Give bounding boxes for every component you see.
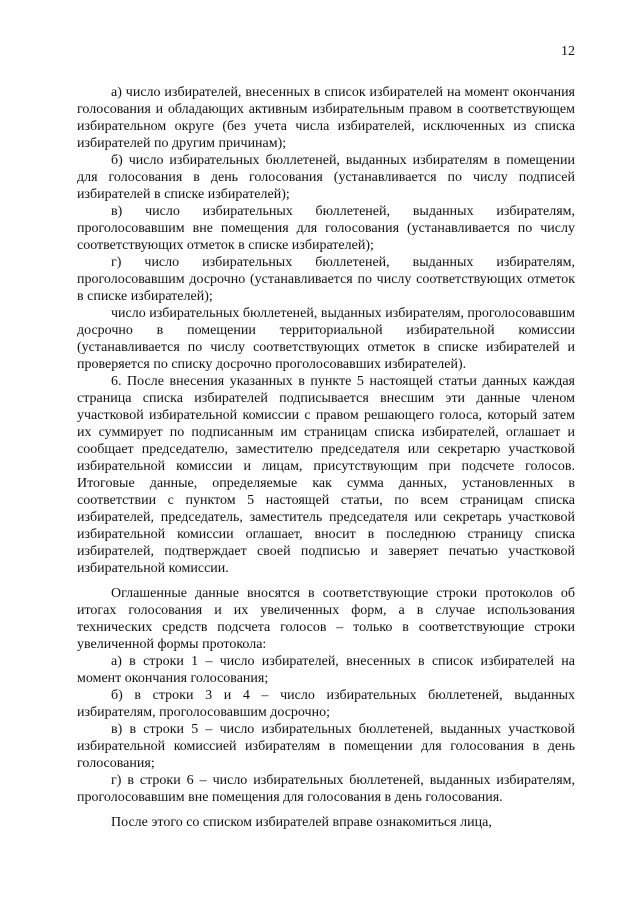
paragraph-lines-3-4: б) в строки 3 и 4 – число избирательных бюллетеней, выданных избирателям, проголосовавшим досрочно; xyxy=(77,688,575,720)
paragraph-line-6: г) в строки 6 – число избирательных бюллетеней, выданных избирателям, проголосовавшим вне помещения для голосования в день голосования. xyxy=(77,773,575,805)
page-number: 12 xyxy=(561,44,575,59)
document-body xyxy=(77,84,575,831)
paragraph-item-a-voters-count: а) число избирателей, внесенных в список избирателей на момент окончания голосования и обладающих активным избирательным правом в соответствующем избирательном округе (без учета числа избирателей, исключенных из списка избирателей по другим причинам); xyxy=(77,85,575,151)
paragraph-line-5: в) в строки 5 – число избирательных бюллетеней, выданных участковой избирательной комиссией избирателям в помещении для голосования в день голосования; xyxy=(77,722,575,771)
paragraph-section-6: 6. После внесения указанных в пункте 5 настоящей статьи данных каждая страница списка избирателей подписывается внесшим эти данные членом участковой избирательной комиссии с правом решающего голоса, который затем их суммирует по подписанным им страницам списка избирателей, оглашает и сообщает председателю, заместителю председателя или секретарю участковой избирательной комиссии и лицам, присутствующим при подсчете голосов. Итоговые данные, определяемые как сумма данных, установленных в соответствии с пунктом 5 настоящей статьи, по всем страницам списка избирателей, председатель, заместитель председателя или секретарь участковой избирательной комиссии оглашает, вносит в последнюю страницу списка избирателей, подтверждает своей подписью и заверяет печатью участковой избирательной комиссии. xyxy=(77,374,575,576)
paragraph-item-v-ballots-outside-premises: в) число избирательных бюллетеней, выданных избирателям, проголосовавшим вне помещения для голосования (устанавливается по числу соответствующих отметок в списке избирателей); xyxy=(77,204,575,253)
paragraph-item-g-ballots-early-voting: г) число избирательных бюллетеней, выданных избирателям, проголосовавшим досрочно (устанавливается по числу соответствующих отметок в списке избирателей); xyxy=(77,255,575,304)
paragraph-ballots-early-territorial: число избирательных бюллетеней, выданных избирателям, проголосовавшим досрочно в помещении территориальной избирательной комиссии (устанавливается по числу соответствующих отметок в списке избирателей и проверяется по списку досрочно проголосовавших избирателей). xyxy=(77,306,575,372)
paragraph-after-this: После этого со списком избирателей вправе ознакомиться лица, xyxy=(111,815,492,830)
paragraph-item-b-ballots-in-premises: б) число избирательных бюллетеней, выданных избирателям в помещении для голосования в день голосования (устанавливается по числу подписей избирателей в списке избирателей); xyxy=(77,153,575,202)
paragraph-announced-data: Оглашенные данные вносятся в соответствующие строки протоколов об итогах голосования и их увеличенных форм, а в случае использования технических средств подсчета голосов – только в соответствующие строки увеличенной формы протокола: xyxy=(77,586,575,652)
paragraph-line-1: а) в строки 1 – число избирателей, внесенных в список избирателей на момент окончания голосования; xyxy=(77,654,575,686)
